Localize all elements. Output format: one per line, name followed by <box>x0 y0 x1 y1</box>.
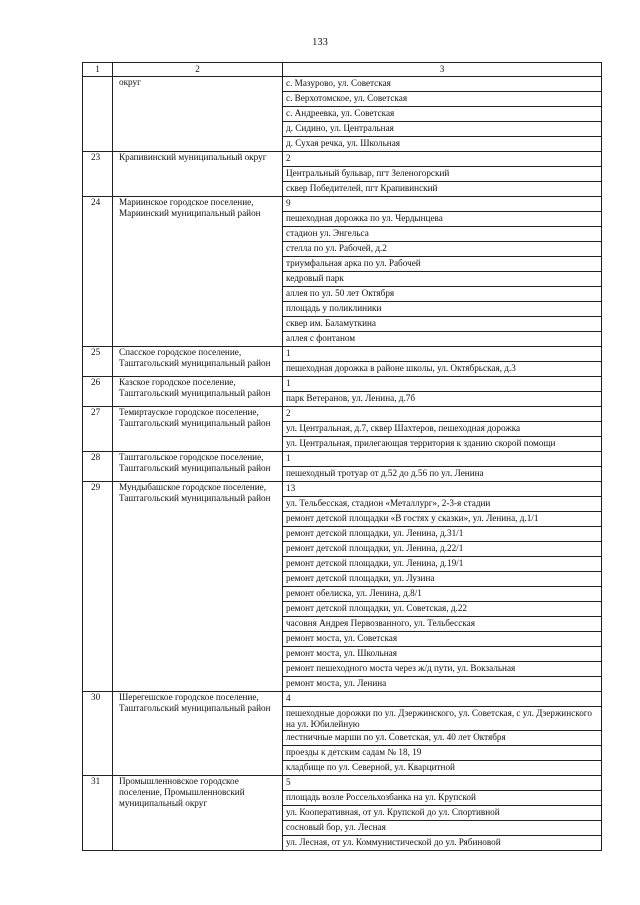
row-number: 23 <box>83 152 113 197</box>
municipality-name: Темиртауское городское поселение, Таштагольский муниципальный район <box>113 407 283 452</box>
object-cell: ремонт детской площадки, ул. Лузина <box>283 572 602 587</box>
row-number: 26 <box>83 377 113 407</box>
page-number: 133 <box>312 37 328 48</box>
municipality-name: Крапивинский муниципальный округ <box>113 152 283 197</box>
header-cell: 2 <box>113 63 283 77</box>
table-row <box>83 152 602 167</box>
object-cell: пешеходный тротуар от д.52 до д.56 по ул. Ленина <box>283 467 602 482</box>
object-cell: стелла по ул. Рабочей, д.2 <box>283 242 602 257</box>
municipality-name: Мундыбашское городское поселение, Таштагольский муниципальный район <box>113 482 283 692</box>
table-row <box>83 692 602 707</box>
objects-table <box>82 62 602 851</box>
object-cell: ул. Центральная, прилегающая территория к зданию скорой помощи <box>283 437 602 452</box>
object-cell: 1 <box>283 452 602 467</box>
object-cell: ремонт моста, ул. Ленина <box>283 677 602 692</box>
object-cell: с. Андреевка, ул. Советская <box>283 107 602 122</box>
object-cell: площадь у поликлиники <box>283 302 602 317</box>
object-cell: ремонт детской площадки, ул. Ленина, д.31/1 <box>283 527 602 542</box>
object-cell: сквер Победителей, пгт Крапивинский <box>283 182 602 197</box>
table-row <box>83 452 602 467</box>
object-cell: кедровый парк <box>283 272 602 287</box>
object-cell: ул. Кооперативная, от ул. Крупской до ул. Спортивной <box>283 806 602 821</box>
object-cell: ремонт детской площадки, ул. Советская, д.22 <box>283 602 602 617</box>
object-cell: сквер им. Баламуткина <box>283 317 602 332</box>
object-cell: ремонт детской площадки, ул. Ленина, д.19/1 <box>283 557 602 572</box>
object-cell: д. Сидино, ул. Центральная <box>283 122 602 137</box>
table-row <box>83 347 602 362</box>
object-cell: аллея по ул. 50 лет Октября <box>283 287 602 302</box>
municipality-name: Мариинское городское поселение, Мариинский муниципальный район <box>113 197 283 347</box>
object-cell: ремонт пешеходного моста через ж/д пути, ул. Вокзальная <box>283 662 602 677</box>
table-header-row <box>83 63 602 77</box>
object-cell: с. Верхотомское, ул. Советская <box>283 92 602 107</box>
object-cell: с. Мазурово, ул. Советская <box>283 77 602 92</box>
row-number <box>83 77 113 152</box>
object-cell: кладбище по ул. Северной, ул. Кварцитной <box>283 761 602 776</box>
object-cell: триумфальная арка по ул. Рабочей <box>283 257 602 272</box>
object-cell: ул. Центральная, д.7, сквер Шахтеров, пешеходная дорожка <box>283 422 602 437</box>
object-cell: ремонт детской площадки «В гостях у сказки», ул. Ленина, д.1/1 <box>283 512 602 527</box>
object-cell: 2 <box>283 152 602 167</box>
row-number: 30 <box>83 692 113 776</box>
object-cell: 4 <box>283 692 602 707</box>
object-cell: ремонт моста, ул. Школьная <box>283 647 602 662</box>
object-cell: сосновый бор, ул. Лесная <box>283 821 602 836</box>
object-cell: 1 <box>283 377 602 392</box>
object-cell: пешеходная дорожка по ул. Чердынцева <box>283 212 602 227</box>
object-cell: ремонт обелиска, ул. Ленина, д.8/1 <box>283 587 602 602</box>
municipality-name: Казское городское поселение, Таштагольский муниципальный район <box>113 377 283 407</box>
table-row <box>83 482 602 497</box>
municipality-name: Промышленновское городское поселение, Промышленновский муниципальный округ <box>113 776 283 851</box>
object-cell: часовня Андрея Первозванного, ул. Тельбесская <box>283 617 602 632</box>
object-cell: 5 <box>283 776 602 791</box>
row-number: 28 <box>83 452 113 482</box>
object-cell: д. Сухая речка, ул. Школьная <box>283 137 602 152</box>
municipality-name: Шерегешское городское поселение, Таштагольский муниципальный район <box>113 692 283 776</box>
table-row <box>83 776 602 791</box>
row-number: 31 <box>83 776 113 851</box>
object-cell: аллея с фонтаном <box>283 332 602 347</box>
row-number: 27 <box>83 407 113 452</box>
object-cell: ремонт детской площадки, ул. Ленина, д.22/1 <box>283 542 602 557</box>
object-cell: 13 <box>283 482 602 497</box>
table-row <box>83 197 602 212</box>
table-row <box>83 77 602 92</box>
object-cell: 2 <box>283 407 602 422</box>
municipality-name: округ <box>113 77 283 152</box>
municipality-name: Спасское городское поселение, Таштагольский муниципальный район <box>113 347 283 377</box>
header-cell: 3 <box>283 63 602 77</box>
object-cell: 1 <box>283 347 602 362</box>
table-row <box>83 377 602 392</box>
row-number: 24 <box>83 197 113 347</box>
object-cell: пешеходные дорожки по ул. Дзержинского, ул. Советская, с ул. Дзержинского на ул. Юбилейную <box>283 707 602 731</box>
table-row <box>83 407 602 422</box>
object-cell: пешеходная дорожка в районе школы, ул. Октябрьская, д.3 <box>283 362 602 377</box>
object-cell: проезды к детским садам № 18, 19 <box>283 746 602 761</box>
object-cell: стадион ул. Энгельса <box>283 227 602 242</box>
row-number: 25 <box>83 347 113 377</box>
object-cell: Центральный бульвар, пгт Зеленогорский <box>283 167 602 182</box>
object-cell: парк Ветеранов, ул. Ленина, д.7б <box>283 392 602 407</box>
municipality-name: Таштагольское городское поселение, Таштагольский муниципальный район <box>113 452 283 482</box>
object-cell: площадь возле Россельхозбанка на ул. Крупской <box>283 791 602 806</box>
object-cell: ул. Тельбесская, стадион «Металлург», 2-3-я стадии <box>283 497 602 512</box>
row-number: 29 <box>83 482 113 692</box>
object-cell: 9 <box>283 197 602 212</box>
object-cell: ремонт моста, ул. Советская <box>283 632 602 647</box>
object-cell: лестничные марши по ул. Советская, ул. 40 лет Октября <box>283 731 602 746</box>
object-cell: ул. Лесная, от ул. Коммунистической до ул. Рябиновой <box>283 836 602 851</box>
header-cell: 1 <box>83 63 113 77</box>
